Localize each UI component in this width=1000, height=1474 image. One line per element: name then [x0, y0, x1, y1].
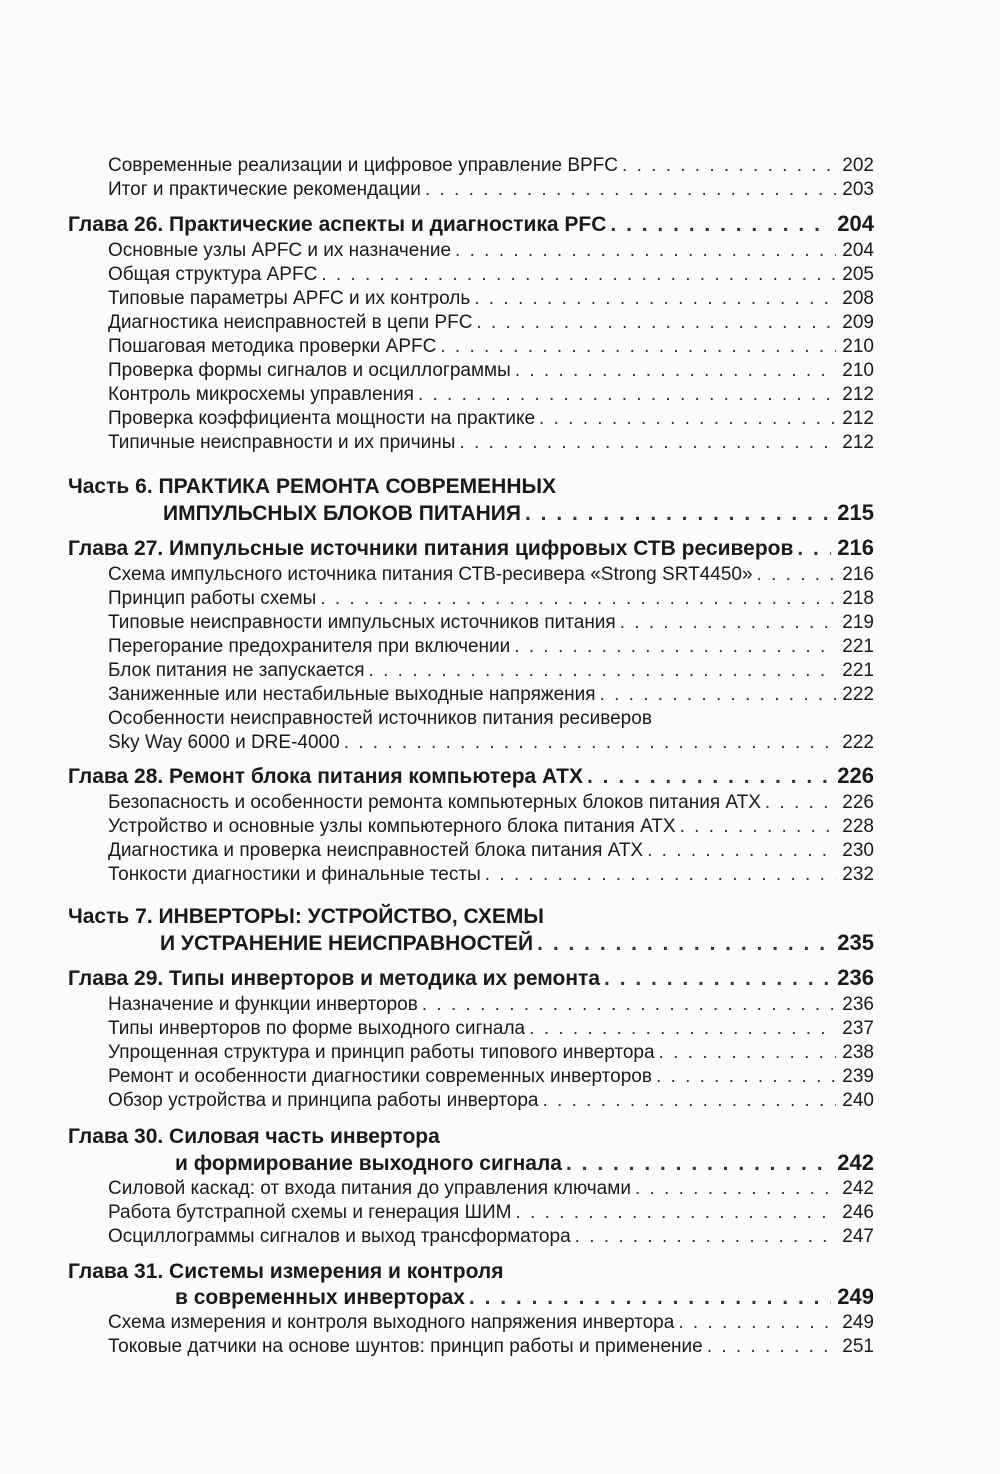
toc-entry — [108, 288, 874, 310]
entry-title: Тонкости диагностики и финальные тесты — [108, 864, 481, 885]
toc-entry — [108, 588, 874, 610]
toc-entry — [108, 840, 874, 862]
chapter-title: Глава 28. Ремонт блока питания компьютера АТХ — [68, 765, 584, 788]
part-title-line1: Часть 7. ИНВЕРТОРЫ: УСТРОЙСТВО, СХЕМЫ — [68, 905, 544, 928]
chapter-page: 226 — [837, 763, 874, 788]
chapter-page: 216 — [837, 535, 874, 560]
entry-title: Ремонт и особенности диагностики современных инверторов — [108, 1066, 652, 1087]
dot-leader — [529, 1018, 836, 1040]
dot-leader — [680, 816, 837, 838]
entry-page: 228 — [842, 816, 874, 837]
chapter-heading — [68, 965, 874, 991]
toc-entry — [108, 1226, 874, 1248]
entry-title: Контроль микросхемы управления — [108, 384, 414, 405]
dot-leader — [469, 1286, 831, 1310]
entry-title: Безопасность и особенности ремонта компьютерных блоков питания АТХ — [108, 792, 761, 813]
toc-entry — [108, 1042, 874, 1064]
entry-page: 247 — [842, 1226, 874, 1247]
dot-leader — [515, 360, 837, 382]
dot-leader — [575, 1226, 837, 1248]
toc-entry — [108, 336, 874, 358]
dot-leader — [344, 732, 837, 754]
entry-title: Устройство и основные узлы компьютерного блока питания АТХ — [108, 816, 676, 837]
dot-leader — [543, 1090, 837, 1112]
part-page: 235 — [837, 930, 874, 955]
dot-leader — [797, 537, 831, 561]
dot-leader — [635, 1178, 836, 1200]
dot-leader — [515, 1202, 836, 1224]
dot-leader — [440, 336, 836, 358]
chapter-title-line2: и формирование выходного сигнала — [175, 1152, 562, 1175]
entry-page: 203 — [842, 179, 874, 200]
dot-leader — [422, 994, 836, 1016]
entry-title: Пошаговая методика проверки APFC — [108, 336, 437, 357]
toc-entry — [108, 612, 874, 634]
entry-title: Заниженные или нестабильные выходные напряжения — [108, 684, 596, 705]
chapter-title: Глава 29. Типы инверторов и методика их ремонта — [68, 967, 601, 990]
dot-leader — [369, 660, 837, 682]
toc-entry — [108, 684, 874, 706]
entry-title: Типовые неисправности импульсных источников питания — [108, 612, 616, 633]
toc-entry — [108, 1336, 874, 1358]
chapter-heading — [175, 1284, 874, 1310]
chapter-title: Глава 27. Импульсные источники питания цифровых СТВ ресиверов — [68, 537, 794, 560]
dot-leader — [678, 1312, 836, 1334]
toc-entry — [108, 179, 874, 201]
chapter-heading — [68, 535, 874, 561]
dot-leader — [459, 432, 836, 454]
entry-title: Схема измерения и контроля выходного напряжения инвертора — [108, 1312, 675, 1333]
entry-page: 212 — [842, 432, 874, 453]
part-title-line2: И УСТРАНЕНИЕ НЕИСПРАВНОСТЕЙ — [160, 932, 534, 955]
entry-title: Проверка коэффициента мощности на практике — [108, 408, 536, 429]
chapter-heading — [68, 763, 874, 789]
entry-title: Типичные неисправности и их причины — [108, 432, 456, 453]
dot-leader — [320, 588, 836, 610]
chapter-title: Глава 26. Практические аспекты и диагностика PFC — [68, 213, 607, 236]
part-title-line2: ИМПУЛЬСНЫХ БЛОКОВ ПИТАНИЯ — [163, 502, 521, 525]
toc-entry — [108, 155, 874, 177]
dot-leader — [537, 932, 831, 956]
dot-leader — [610, 213, 831, 237]
chapter-page: 249 — [837, 1284, 874, 1309]
entry-page: 202 — [842, 155, 874, 176]
toc-entry — [108, 1312, 874, 1334]
entry-title: Схема импульсного источника питания СТВ-ресивера «Strong SRT4450» — [108, 564, 753, 585]
dot-leader — [604, 967, 831, 991]
entry-page: 226 — [842, 792, 874, 813]
dot-leader — [587, 765, 831, 789]
entry-title-line1: Особенности неисправностей источников питания ресиверов — [108, 708, 652, 729]
entry-title: Принцип работы схемы — [108, 588, 317, 609]
chapter-title-line1: Глава 30. Силовая часть инвертора — [68, 1125, 440, 1148]
toc-entry — [108, 564, 874, 586]
entry-page: 212 — [842, 408, 874, 429]
part-heading — [160, 930, 874, 956]
entry-page: 222 — [842, 684, 874, 705]
dot-leader — [622, 155, 836, 177]
dot-leader — [620, 612, 837, 634]
entry-title: Работа бутстрапной схемы и генерация ШИМ — [108, 1202, 512, 1223]
toc-entry — [108, 1178, 874, 1200]
dot-leader — [425, 179, 836, 201]
entry-page: 210 — [842, 336, 874, 357]
toc-entry — [108, 1066, 874, 1088]
dot-leader — [474, 288, 836, 310]
entry-title: Современные реализации и цифровое управление BPFC — [108, 155, 619, 176]
entry-title: Диагностика и проверка неисправностей блока питания АТХ — [108, 840, 644, 861]
entry-title: Силовой каскад: от входа питания до управления ключами — [108, 1178, 631, 1199]
entry-page: 236 — [842, 994, 874, 1015]
entry-title: Типовые параметры APFC и их контроль — [108, 288, 471, 309]
dot-leader — [476, 312, 836, 334]
dot-leader — [656, 1066, 836, 1088]
entry-page: 204 — [842, 240, 874, 261]
toc-entry — [108, 312, 874, 334]
entry-page: 219 — [842, 612, 874, 633]
part-title-line1: Часть 6. ПРАКТИКА РЕМОНТА СОВРЕМЕННЫХ — [68, 475, 557, 498]
chapter-heading — [175, 1150, 874, 1176]
dot-leader — [566, 1152, 831, 1176]
entry-page: 208 — [842, 288, 874, 309]
dot-leader — [539, 408, 836, 430]
entry-page: 238 — [842, 1042, 874, 1063]
entry-page: 230 — [842, 840, 874, 861]
chapter-page: 236 — [837, 965, 874, 990]
toc-entry — [108, 1090, 874, 1112]
entry-title: Назначение и функции инверторов — [108, 994, 418, 1015]
entry-page: 209 — [842, 312, 874, 333]
dot-leader — [514, 636, 836, 658]
entry-title: Упрощенная структура и принцип работы типового инвертора — [108, 1042, 655, 1063]
toc-entry — [108, 264, 874, 286]
entry-page: 237 — [842, 1018, 874, 1039]
toc-entry — [108, 636, 874, 658]
chapter-page: 242 — [837, 1150, 874, 1175]
toc-entry — [108, 408, 874, 430]
dot-leader — [321, 264, 836, 286]
toc-entry — [108, 240, 874, 262]
part-heading — [163, 500, 874, 526]
entry-title: Итог и практические рекомендации — [108, 179, 421, 200]
entry-title: Обзор устройства и принципа работы инвертора — [108, 1090, 539, 1111]
entry-page: 221 — [842, 636, 874, 657]
toc-entry — [108, 1018, 874, 1040]
entry-page: 210 — [842, 360, 874, 381]
dot-leader — [418, 384, 836, 406]
dot-leader — [659, 1042, 837, 1064]
dot-leader — [707, 1336, 837, 1358]
toc-entry — [108, 994, 874, 1016]
entry-title: Типы инверторов по форме выходного сигнала — [108, 1018, 526, 1039]
entry-page: 221 — [842, 660, 874, 681]
toc-entry — [108, 732, 874, 754]
entry-page: 246 — [842, 1202, 874, 1223]
entry-title: Осциллограммы сигналов и выход трансформатора — [108, 1226, 571, 1247]
entry-page: 205 — [842, 264, 874, 285]
dot-leader — [455, 240, 836, 262]
entry-title: Перегорание предохранителя при включении — [108, 636, 511, 657]
entry-page: 251 — [842, 1336, 874, 1357]
chapter-page: 204 — [837, 211, 874, 236]
toc-entry — [108, 432, 874, 454]
dot-leader — [485, 864, 837, 886]
entry-page: 240 — [842, 1090, 874, 1111]
entry-title: Блок питания не запускается — [108, 660, 365, 681]
entry-page: 242 — [842, 1178, 874, 1199]
toc-entry — [108, 660, 874, 682]
entry-page: 222 — [842, 732, 874, 753]
toc-entry — [108, 1202, 874, 1224]
toc-entry — [108, 384, 874, 406]
part-page: 215 — [837, 500, 874, 525]
dot-leader — [600, 684, 837, 706]
toc-entry — [108, 816, 874, 838]
toc-entry — [108, 864, 874, 886]
entry-page: 212 — [842, 384, 874, 405]
dot-leader — [647, 840, 836, 862]
entry-title-line2: Sky Way 6000 и DRE-4000 — [108, 732, 340, 753]
entry-page: 232 — [842, 864, 874, 885]
dot-leader — [525, 502, 831, 526]
entry-page: 249 — [842, 1312, 874, 1333]
toc-entry — [108, 360, 874, 382]
entry-title: Основные узлы APFC и их назначение — [108, 240, 452, 261]
entry-page: 239 — [842, 1066, 874, 1087]
entry-title: Общая структура APFC — [108, 264, 318, 285]
chapter-title-line1: Глава 31. Системы измерения и контроля — [68, 1260, 504, 1283]
dot-leader — [757, 564, 837, 586]
toc-entry — [108, 792, 874, 814]
chapter-heading — [68, 211, 874, 237]
dot-leader — [765, 792, 836, 814]
entry-title: Токовые датчики на основе шунтов: принцип работы и применение — [108, 1336, 703, 1357]
entry-page: 216 — [842, 564, 874, 585]
entry-title: Проверка формы сигналов и осциллограммы — [108, 360, 511, 381]
chapter-title-line2: в современных инверторах — [175, 1286, 465, 1309]
entry-title: Диагностика неисправностей в цепи PFC — [108, 312, 473, 333]
entry-page: 218 — [842, 588, 874, 609]
